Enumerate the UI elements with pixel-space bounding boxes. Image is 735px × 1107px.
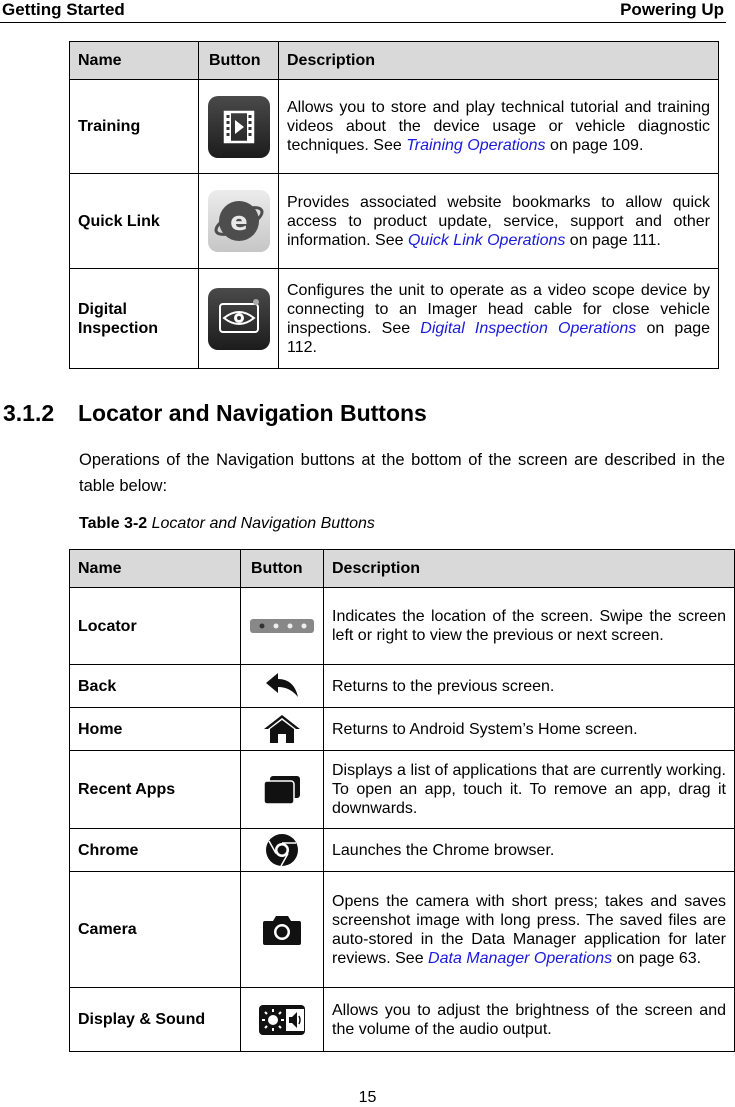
table-row — [70, 872, 735, 988]
row-description: Launches the Chrome browser. — [324, 829, 735, 872]
row-description: Allows you to adjust the brightness of the screen and the volume of the audio output. — [324, 988, 735, 1052]
section-number: 3.1.2 — [3, 400, 55, 426]
header-section: Powering Up — [620, 0, 724, 19]
table-row — [70, 829, 735, 872]
row-name: Back — [70, 665, 241, 708]
table-row — [70, 80, 719, 174]
back-arrow-icon — [262, 677, 302, 694]
row-description: Indicates the location of the screen. Swipe the screen left or right to view the previous or next screen. — [324, 588, 735, 665]
row-name: Camera — [70, 872, 241, 988]
row-description: Allows you to store and play technical tutorial and training videos about the device usage or vehicle diagnostic techniques. See Training Operations on page 109. — [279, 80, 719, 174]
col-button: Button — [241, 550, 324, 588]
table-row — [70, 174, 719, 269]
table-header-row — [70, 550, 735, 588]
quick-link-operations-link[interactable]: Quick Link Operations — [407, 231, 566, 249]
navigation-buttons-table — [69, 549, 735, 1052]
col-name: Name — [70, 550, 241, 588]
row-name: Display & Sound — [70, 988, 241, 1052]
training-video-icon — [208, 96, 270, 158]
col-name: Name — [70, 42, 199, 80]
locator-dots-icon — [250, 618, 314, 635]
col-description: Description — [279, 42, 719, 80]
svg-text:e: e — [229, 207, 248, 237]
row-description: Configures the unit to operate as a video scope device by connecting to an Imager head cable for close vehicle inspections. See Digital Inspection Operations on page 112. — [279, 269, 719, 369]
row-name: Locator — [70, 588, 241, 665]
row-name: Home — [70, 708, 241, 751]
caption-label: Table 3-2 — [79, 515, 148, 532]
display-sound-icon — [258, 1011, 306, 1028]
col-description: Description — [324, 550, 735, 588]
row-name: Chrome — [70, 829, 241, 872]
eye-inspection-icon — [208, 288, 270, 350]
intro-paragraph: Operations of the Navigation buttons at the bottom of the screen are described in the table below: — [79, 451, 725, 495]
table-header-row — [70, 42, 719, 80]
table-row — [70, 988, 735, 1052]
recent-apps-icon — [262, 781, 302, 798]
page-number: 15 — [358, 1089, 377, 1106]
app-buttons-table — [69, 41, 719, 369]
home-icon — [262, 720, 302, 737]
row-name: Training — [70, 80, 199, 174]
table-row — [70, 269, 719, 369]
digital-inspection-operations-link[interactable]: Digital Inspection Operations — [420, 319, 637, 337]
row-description: Provides associated website bookmarks to allow quick access to product update, service, support and other information. See Quick Link Operations on page 111. — [279, 174, 719, 269]
row-description: Returns to the previous screen. — [324, 665, 735, 708]
row-description: Opens the camera with short press; takes and saves screenshot image with long press. The saved files are auto-stored in the Data Manager application for later reviews. See Data Manager Operations on page 63. — [324, 872, 735, 988]
camera-icon — [261, 921, 303, 938]
table-row — [70, 751, 735, 829]
row-name: Quick Link — [70, 174, 199, 269]
table-caption — [79, 515, 375, 533]
section-heading — [3, 400, 427, 427]
table-row — [70, 665, 735, 708]
browser-e-icon — [208, 190, 270, 252]
training-operations-link[interactable]: Training Operations — [406, 137, 546, 154]
table-row — [70, 588, 735, 665]
row-name: Digital Inspection — [70, 269, 199, 369]
section-title: Locator and Navigation Buttons — [78, 400, 427, 426]
row-name: Recent Apps — [70, 751, 241, 829]
header-chapter: Getting Started — [2, 0, 125, 19]
page-header — [0, 0, 726, 23]
col-button: Button — [199, 42, 279, 80]
caption-title: Locator and Navigation Buttons — [151, 515, 375, 532]
data-manager-operations-link[interactable]: Data Manager Operations — [428, 949, 613, 967]
row-description: Returns to Android System’s Home screen. — [324, 708, 735, 751]
row-description: Displays a list of applications that are currently working. To open an app, touch it. To remove an app, drag it downwards. — [324, 751, 735, 829]
chrome-icon — [264, 841, 300, 858]
table-row — [70, 708, 735, 751]
